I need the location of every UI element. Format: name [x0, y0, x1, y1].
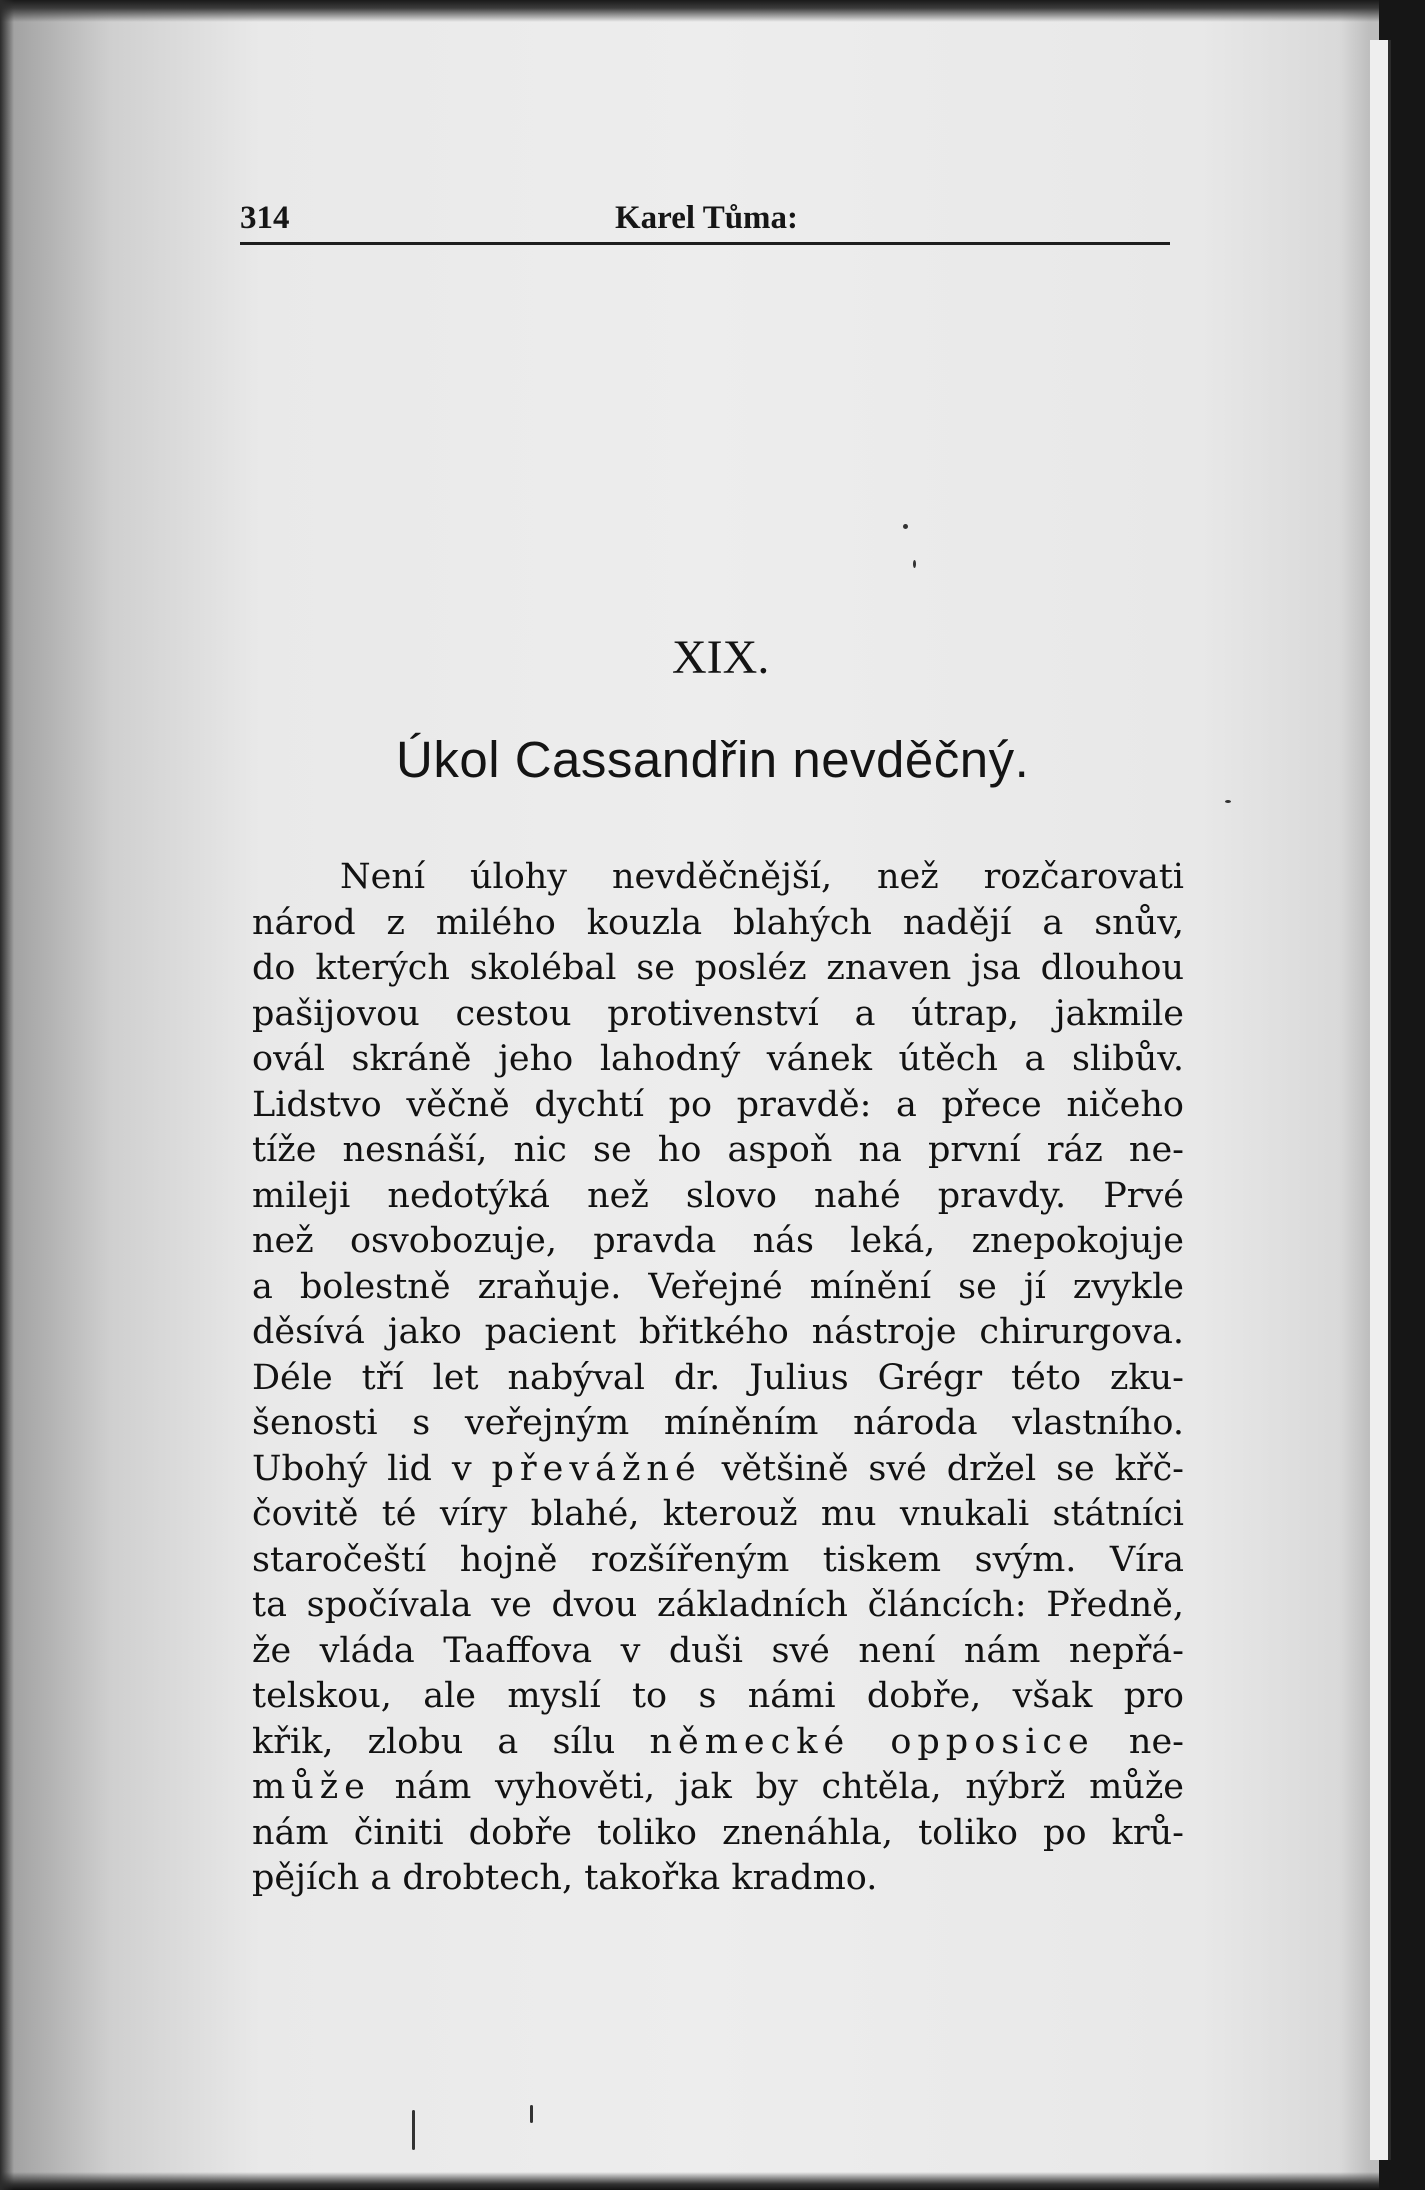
- text-line: [252, 1765, 1184, 1811]
- text-line: národ z milého kouzla blahých nadějí a snův,: [252, 902, 1184, 943]
- text-line: [252, 1447, 1184, 1493]
- running-title: Karel Tůma:: [615, 200, 799, 236]
- text-line: telskou, ale myslí to s námi dobře, však pro: [252, 1676, 1184, 1716]
- chapter-number: XIX.: [672, 631, 770, 684]
- left-scan-edge: [0, 0, 14, 2190]
- text-line: a bolestně zraňuje. Veřejné mínění se jí zvykle: [252, 1266, 1184, 1307]
- body-paragraph: [252, 855, 1184, 1902]
- top-scan-edge: [0, 0, 1425, 22]
- text-segment: křik, zlobu a sílu: [252, 1721, 650, 1762]
- text-line: Lidstvo věčně dychtí po pravdě: a přece ničeho: [252, 1084, 1184, 1125]
- text-line: tíže nesnáší, nic se ho aspoň na první ráz ne-: [252, 1130, 1184, 1170]
- text-line: do kterých skolébal se posléz znaven jsa dlouhou: [252, 948, 1184, 988]
- text-line: šenosti s veřejným míněním národa vlastního.: [252, 1403, 1184, 1443]
- text-line: děsívá jako pacient břitkého nástroje chirurgova.: [252, 1312, 1184, 1352]
- text-line: ovál skráně jeho lahodný vánek útěch a slibův.: [252, 1039, 1184, 1079]
- text-line: ta spočívala ve dvou základních článcích: Předně,: [252, 1585, 1184, 1625]
- text-segment: většině své držel se křč-: [701, 1448, 1185, 1489]
- text-line: [252, 1720, 1184, 1766]
- speck: [903, 524, 908, 529]
- running-header: [240, 200, 1170, 245]
- text-line: než osvobozuje, pravda nás leká, znepokojuje: [252, 1221, 1184, 1261]
- text-line: pašijovou cestou protivenství a útrap, jakmile: [252, 993, 1184, 1034]
- text-line: mileji nedotýká než slovo nahé pravdy. Prvé: [252, 1175, 1184, 1216]
- text-line: staročeští hojně rozšířeným tiskem svým. Víra: [252, 1539, 1184, 1580]
- speck: [1225, 800, 1231, 803]
- page-number: 314: [240, 200, 290, 236]
- spaced-emphasis: německé opposice: [649, 1721, 1095, 1762]
- spaced-emphasis: může: [252, 1767, 371, 1807]
- text-segment: nám vyhověti, jak by chtěla, nýbrž může: [370, 1767, 1184, 1807]
- text-line: čovitě té víry blahé, kterouž mu vnukali státníci: [252, 1494, 1184, 1534]
- text-line: Déle tří let nabýval dr. Julius Grégr této zku-: [252, 1357, 1184, 1398]
- bottom-scan-edge: [0, 2172, 1425, 2190]
- speck: [530, 2105, 533, 2123]
- text-segment: Ubohý lid v: [252, 1448, 492, 1489]
- chapter-title: Úkol Cassandřin nevděčný.: [396, 731, 1030, 788]
- spaced-emphasis: převážné: [491, 1448, 702, 1489]
- text-segment: ne-: [1094, 1721, 1184, 1762]
- text-line: pějích a drobtech, takořka kradmo.: [252, 1858, 878, 1898]
- speck: [913, 560, 916, 568]
- text-line: Není úlohy nevděčnější, než rozčarovati: [340, 857, 1184, 897]
- text-line: nám činiti dobře toliko znenáhla, toliko po krů-: [252, 1812, 1184, 1853]
- text-line: že vláda Taaffova v duši své není nám nepřá-: [252, 1630, 1184, 1671]
- page-edge-strip: [1370, 40, 1391, 2160]
- speck: [412, 2110, 415, 2150]
